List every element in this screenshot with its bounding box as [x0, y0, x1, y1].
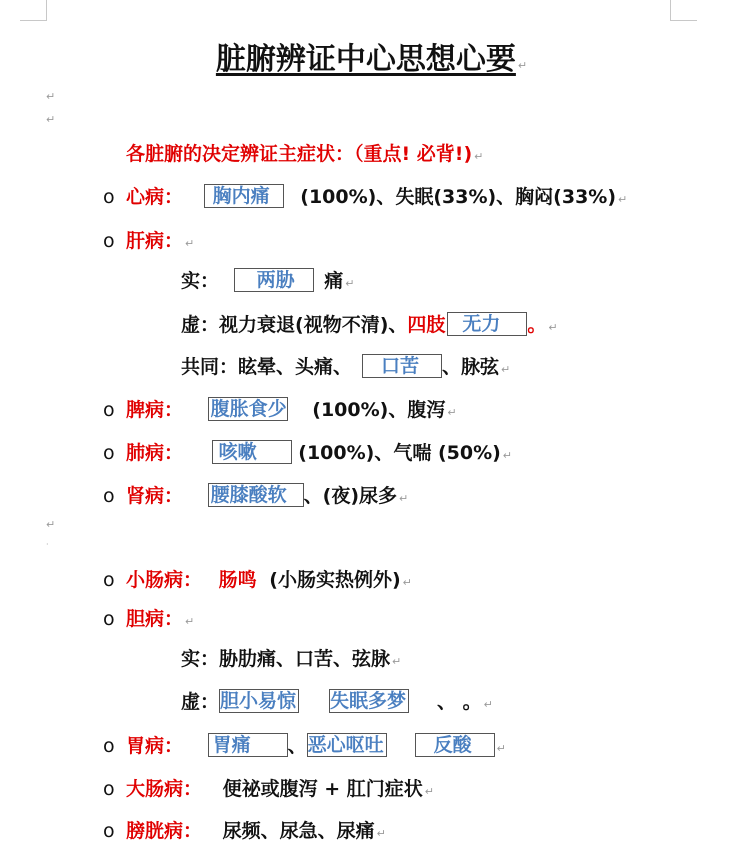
liver-shi-rest: 痛 [324, 270, 344, 292]
spleen-rest: (100%)、腹泻 [312, 399, 446, 421]
gallbladder-xu-box2: 失眠多梦 [329, 689, 409, 713]
page-corner-top-left [20, 0, 47, 21]
bullet: o [103, 442, 115, 464]
liver-xu-end: 。 [527, 314, 547, 336]
liver-shi-label: 实： [181, 270, 220, 292]
liver-row: 肝病： ↵ [126, 230, 195, 252]
stomach-box2: 恶心呕吐 [307, 733, 387, 757]
stomach-label: 胃病： [126, 735, 184, 757]
liver-xu-red: 四肢 [407, 314, 446, 336]
gallbladder-row: 胆病： ↵ [126, 608, 195, 630]
spleen-answer-box: 腹胀食少 [208, 397, 288, 421]
liver-common-rest: 、脉弦 [442, 356, 500, 378]
bullet: o [103, 569, 115, 591]
intro-heading: 各脏腑的决定辨证主症状：（重点! 必背!) ↵ [126, 143, 484, 165]
bullet: o [103, 485, 115, 507]
paragraph-dot: · [46, 540, 49, 549]
liver-common-label: 共同： [181, 356, 239, 378]
large-intestine-row: 大肠病： 便祕或腹泻 + 肛门症状 ↵ [126, 778, 435, 800]
small-intestine-rest: (小肠实热例外) [269, 569, 401, 591]
paragraph-mark: ↵ [46, 113, 56, 126]
liver-common-text: 眩晕、头痛、 [238, 356, 353, 378]
spleen-label: 脾病： [126, 399, 184, 421]
paragraph-mark: ↵ [46, 518, 56, 531]
bladder-row: 膀胱病： 尿频、尿急、尿痛 ↵ [126, 820, 386, 842]
lung-rest: (100%)、气喘 (50%) [298, 442, 501, 464]
gallbladder-xu-row: 虚：胆小易惊 失眠多梦 、 。 ↵ [181, 690, 493, 713]
kidney-row: 肾病： 腰膝酸软 、(夜)尿多 ↵ [126, 484, 409, 507]
bladder-label: 膀胱病： [126, 820, 203, 842]
liver-xu-row: 虚：视力衰退(视物不清)、四肢 无力 。 ↵ [181, 313, 558, 336]
liver-xu-text: 视力衰退(视物不清)、 [219, 314, 408, 336]
kidney-rest: 、(夜)尿多 [303, 485, 398, 507]
lung-row: 肺病： 咳嗽 (100%)、气喘 (50%) ↵ [126, 441, 513, 464]
lung-label: 肺病： [126, 442, 184, 464]
document-title: 脏腑辨证中心思想心要 ↵ [215, 42, 528, 77]
liver-shi-row: 实： 两胁 痛 ↵ [181, 269, 355, 292]
bullet: o [103, 230, 115, 252]
kidney-answer-box: 腰膝酸软 [208, 483, 304, 507]
liver-xu-label: 虚： [181, 314, 220, 336]
liver-common-box: 口苦 [362, 354, 442, 378]
liver-common-row: 共同：眩晕、头痛、 口苦 、脉弦 ↵ [181, 355, 511, 378]
kidney-label: 肾病： [126, 485, 184, 507]
large-intestine-rest: 便祕或腹泻 + 肛门症状 [222, 778, 423, 800]
large-intestine-label: 大肠病： [126, 778, 203, 800]
bullet: o [103, 820, 115, 842]
gallbladder-shi-label: 实： [181, 648, 220, 670]
bullet: o [103, 608, 115, 630]
bullet: o [103, 399, 115, 421]
page-corner-top-right [670, 0, 697, 21]
small-intestine-red: 肠鸣 [218, 569, 257, 591]
heart-label: 心病： [126, 186, 184, 208]
liver-xu-box: 无力 [447, 312, 527, 336]
bullet: o [103, 735, 115, 757]
bladder-rest: 尿频、尿急、尿痛 [222, 820, 375, 842]
heart-answer-box: 胸内痛 [204, 184, 284, 208]
gallbladder-shi-text: 胁肋痛、口苦、弦脉 [219, 648, 391, 670]
stomach-separator: 、 [287, 735, 307, 757]
spleen-row: 脾病： 腹胀食少 (100%)、腹泻 ↵ [126, 398, 457, 421]
gallbladder-shi-row: 实：胁肋痛、口苦、弦脉 ↵ [181, 648, 402, 670]
liver-shi-box: 两胁 [234, 268, 314, 292]
bullet: o [103, 778, 115, 800]
gallbladder-label: 胆病： [126, 608, 184, 630]
gallbladder-xu-label: 虚： [181, 691, 220, 713]
small-intestine-label: 小肠病： [126, 569, 203, 591]
stomach-box3: 反酸 [415, 733, 495, 757]
lung-answer-box: 咳嗽 [212, 440, 292, 464]
heart-rest: (100%)、失眠(33%)、胸闷(33%) [300, 186, 617, 208]
heart-row: 心病： 胸内痛 (100%)、失眠(33%)、胸闷(33%) ↵ [126, 185, 628, 208]
stomach-box1: 胃痛 [208, 733, 288, 757]
liver-label: 肝病： [126, 230, 184, 252]
paragraph-mark: ↵ [46, 90, 56, 103]
gallbladder-xu-end: 、 。 [437, 691, 482, 713]
stomach-row: 胃病： 胃痛 、恶心呕吐 反酸 ↵ [126, 734, 506, 757]
small-intestine-row: 小肠病： 肠鸣 (小肠实热例外) ↵ [126, 569, 412, 591]
gallbladder-xu-box1: 胆小易惊 [219, 689, 299, 713]
bullet: o [103, 186, 115, 208]
